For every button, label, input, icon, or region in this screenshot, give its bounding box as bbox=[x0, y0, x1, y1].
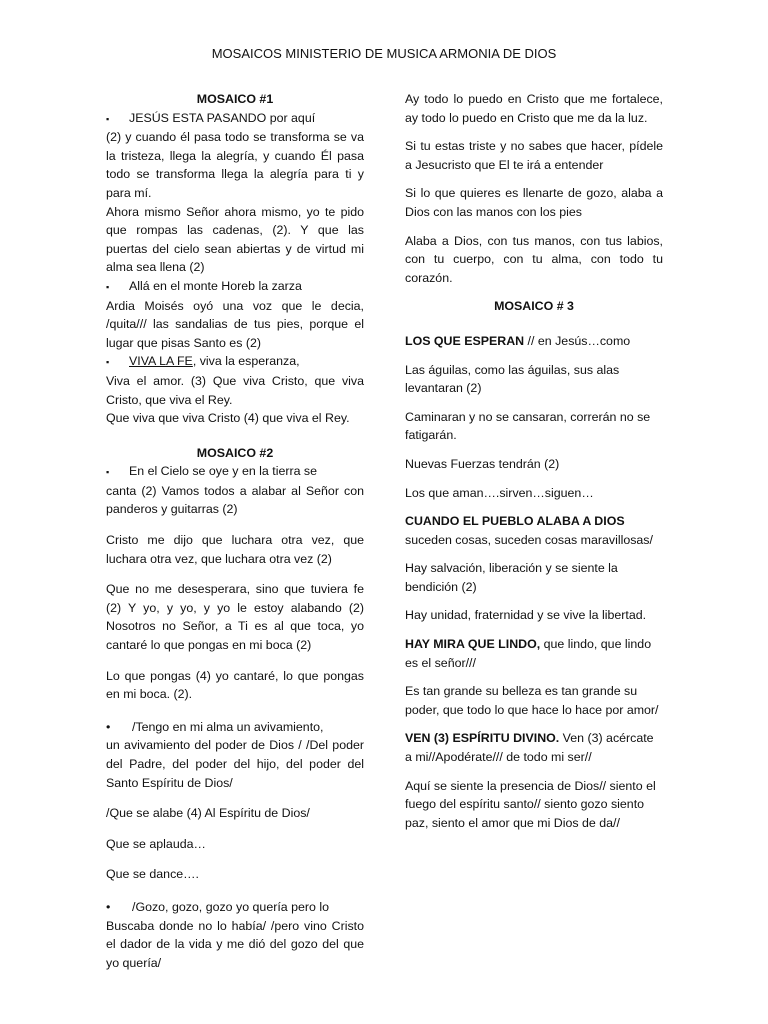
song-title: LOS QUE ESPERAN bbox=[405, 333, 525, 348]
song-text: suceden cosas, suceden cosas maravillosas/ bbox=[405, 532, 653, 547]
paragraph: Aquí se siente la presencia de Dios// siento el fuego del espíritu santo// siento gozo siento paz, siento el amor que mi Dios de da// bbox=[405, 778, 656, 830]
bullet-item bbox=[106, 109, 364, 129]
paragraph: Buscaba donde no lo había/ /pero vino Cristo el dador de la vida y me dió del gozo del que yo quería/ bbox=[106, 918, 364, 970]
paragraph: Cristo me dijo que luchara otra vez, que luchara otra vez, que luchara otra vez (2) bbox=[106, 533, 364, 566]
paragraph: Los que aman….sirven…siguen… bbox=[405, 485, 594, 500]
paragraph: Que se aplauda… bbox=[106, 836, 206, 851]
bullet-text: Allá en el monte Horeb la zarza bbox=[129, 278, 302, 293]
square-bullet-icon: ▪ bbox=[106, 113, 110, 124]
mosaico-1-title: MOSAICO #1 bbox=[196, 92, 274, 106]
paragraph: Las águilas, como las águilas, sus alas levantaran (2) bbox=[405, 362, 620, 396]
bullet-item bbox=[106, 277, 364, 297]
paragraph: Nuevas Fuerzas tendrán (2) bbox=[405, 456, 560, 471]
viva-la-fe-link: VIVA LA FE bbox=[129, 354, 193, 369]
paragraph bbox=[405, 332, 663, 351]
paragraph: Hay unidad, fraternidad y se vive la libertad. bbox=[405, 608, 647, 623]
document-title: MOSAICOS MINISTERIO DE MUSICA ARMONIA DE DIOS bbox=[211, 46, 557, 61]
song-title: CUANDO EL PUEBLO ALABA A DIOS bbox=[405, 514, 625, 529]
paragraph: Ay todo lo puedo en Cristo que me fortalece, ay todo lo puedo en Cristo que me da la luz. bbox=[405, 92, 663, 125]
song-title: HAY MIRA QUE LINDO, bbox=[405, 637, 541, 652]
paragraph: Hay salvación, liberación y se siente la bendición (2) bbox=[405, 561, 618, 594]
bullet-text: En el Cielo se oye y en la tierra se bbox=[129, 464, 318, 479]
bullet-text bbox=[129, 352, 300, 371]
paragraph: Caminaran y no se cansaran, correrán no se fatigarán. bbox=[405, 409, 651, 443]
paragraph bbox=[405, 729, 663, 766]
paragraph: Alaba a Dios, con tus manos, con tus labios, con tu cuerpo, con tu alma, con todo tu corazón. bbox=[405, 233, 663, 285]
song-title: VEN (3) ESPÍRITU DIVINO. bbox=[405, 731, 560, 746]
mosaico-2-title: MOSAICO #2 bbox=[196, 445, 274, 460]
mosaico-3-title: MOSAICO # 3 bbox=[494, 299, 574, 314]
song-text: // en Jesús…como bbox=[524, 333, 631, 348]
bullet-text: /Gozo, gozo, gozo yo quería pero lo bbox=[132, 899, 329, 914]
paragraph: Si tu estas triste y no sabes que hacer, pídele a Jesucristo que El te irá a entender bbox=[405, 139, 663, 172]
bullet-item bbox=[106, 898, 364, 917]
paragraph: canta (2) Vamos todos a alabar al Señor con panderos y guitarras (2) bbox=[106, 483, 364, 517]
bullet-text-rest: , viva la esperanza, bbox=[192, 354, 300, 369]
paragraph: Viva el amor. (3) Que viva Cristo, que viva Cristo, que viva el Rey. bbox=[106, 373, 364, 407]
square-bullet-icon: ▪ bbox=[106, 357, 110, 368]
paragraph bbox=[405, 512, 663, 549]
bullet-item bbox=[106, 718, 364, 737]
bullet-item bbox=[106, 462, 364, 482]
paragraph: (2) y cuando él pasa todo se transforma se va la tristeza, llega la alegría, y cuando Él pasa todo se transforma llega la alegría para ti y para mí. bbox=[106, 130, 364, 200]
paragraph: Si lo que quieres es llenarte de gozo, alaba a Dios con las manos con los pies bbox=[405, 186, 663, 219]
paragraph: Lo que pongas (4) yo cantaré, lo que pongas en mi boca. (2). bbox=[106, 668, 364, 702]
square-bullet-icon: ▪ bbox=[106, 467, 110, 478]
song-text: Ven (3) acércate a mi//Apodérate/// de todo mi ser// bbox=[405, 731, 654, 765]
round-bullet-icon: • bbox=[106, 899, 111, 914]
left-column bbox=[106, 90, 364, 972]
square-bullet-icon: ▪ bbox=[106, 281, 110, 292]
right-column bbox=[405, 90, 663, 832]
paragraph: Que se dance…. bbox=[106, 867, 199, 882]
paragraph bbox=[405, 635, 663, 672]
song-text: que lindo, que lindo es el señor/// bbox=[405, 637, 652, 670]
paragraph: Que no me desesperara, sino que tuviera fe (2) Y yo, y yo, y yo le estoy alabando (2) Nosotros no Señor, a Ti es al que toca, yo cantaré lo que pongas en mi boca (2) bbox=[106, 582, 364, 653]
paragraph: /Que se alabe (4) Al Espíritu de Dios/ bbox=[106, 806, 310, 821]
round-bullet-icon: • bbox=[106, 719, 111, 734]
paragraph: un avivamiento del poder de Dios / /Del poder del Padre, del poder del hijo, del poder del Santo Espíritu de Dios/ bbox=[106, 738, 364, 790]
bullet-item bbox=[106, 352, 364, 372]
bullet-text: /Tengo en mi alma un avivamiento, bbox=[132, 719, 324, 734]
paragraph: Ahora mismo Señor ahora mismo, yo te pido que rompas las cadenas, (2). Y que las puertas del cielo sean abiertas y de virtud mi alma sea llena (2) bbox=[106, 204, 364, 275]
paragraph: Es tan grande su belleza es tan grande su poder, que todo lo que hace lo hace por amor/ bbox=[405, 684, 659, 717]
paragraph: Ardia Moisés oyó una voz que le decia, /quita/// las sandalias de tus pies, porque el lugar que pisas Santo es (2) bbox=[106, 298, 364, 350]
bullet-text: JESÚS ESTA PASANDO por aquí bbox=[129, 110, 316, 125]
paragraph: Que viva que viva Cristo (4) que viva el Rey. bbox=[106, 411, 350, 426]
